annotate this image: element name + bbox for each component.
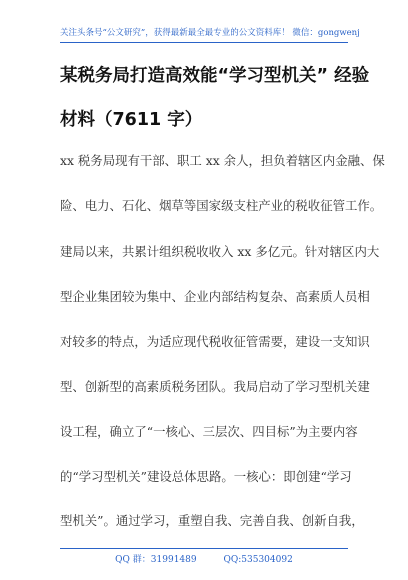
page-header: 关注头条号“公文研究”，获得最新最全最专业的公文资料库！ 微信：gongwenj xyxy=(60,26,348,43)
footer-qq-number: QQ:535304092 xyxy=(223,555,293,565)
document-title-line-1: 某税务局打造高效能“学习型机关” 经验 xyxy=(60,66,370,86)
footer-qq-group: QQ 群：31991489 xyxy=(115,555,197,565)
body-line: xx 税务局现有干部、职工 xx 余人，担负着辖区内金融、保 xyxy=(60,153,385,168)
document-title-line-2: 材料（7611 字） xyxy=(60,110,203,130)
body-line: 型机关”。通过学习，重塑自我、完善自我、创新自我， xyxy=(60,513,364,528)
page-footer xyxy=(60,548,348,565)
body-line: 型企业集团较为集中、企业内部结构复杂、高素质人员相 xyxy=(60,289,370,304)
body-line: 设工程，确立了“一核心、三层次、四目标”为主要内容 xyxy=(60,424,358,439)
body-line: 险、电力、石化、烟草等国家级支柱产业的税收征管工作。 xyxy=(60,198,383,213)
body-line: 型、创新型的高素质税务团队。我局启动了学习型机关建 xyxy=(60,379,370,394)
body-line: 的“学习型机关”建设总体思路。一核心：即创建“学习 xyxy=(60,469,352,484)
body-line: 建局以来，共累计组织税收收入 xx 多亿元。针对辖区内大 xyxy=(60,244,380,259)
body-line: 对较多的特点，为适应现代税收征管需要，建设一支知识 xyxy=(60,334,370,349)
